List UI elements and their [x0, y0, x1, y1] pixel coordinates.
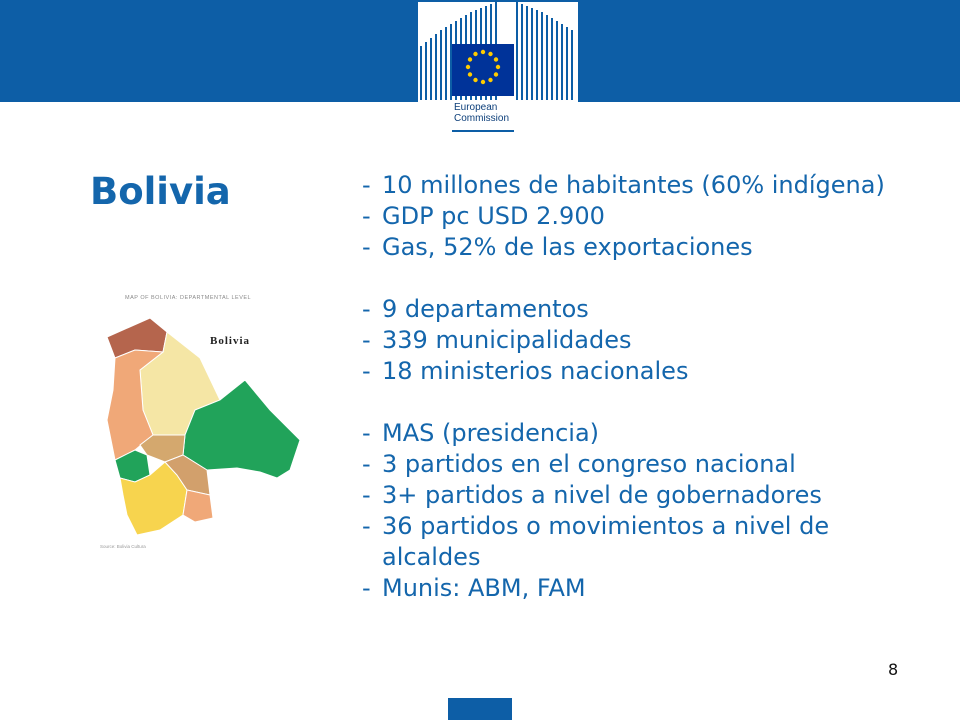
bullet-item: - 9 departamentos [362, 294, 922, 325]
bullet-item: - 10 millones de habitantes (60% indígena) [362, 170, 922, 201]
map-country-label: Bolivia [210, 335, 251, 347]
bullet-item: - 339 municipalidades [362, 325, 922, 356]
map-source: Source: Bolivia Cultura [100, 544, 146, 549]
map-department-tarija [183, 490, 213, 522]
bullet-item: - Munis: ABM, FAM [362, 573, 922, 604]
bullet-item: - 18 ministerios nacionales [362, 356, 922, 387]
bullet-item: - 3 partidos en el congreso nacional [362, 449, 922, 480]
bullet-list [362, 170, 922, 604]
footer-tab [448, 698, 512, 720]
bullet-item: - MAS (presidencia) [362, 418, 922, 449]
page-number: 8 [888, 660, 899, 679]
bullet-item: - GDP pc USD 2.900 [362, 201, 922, 232]
logo-text: European Commission [454, 102, 510, 124]
european-commission-logo [418, 2, 578, 134]
bullet-item: - Gas, 52% de las exportaciones [362, 232, 922, 263]
bolivia-map [95, 310, 315, 550]
map-title: MAP OF BOLIVIA: DEPARTMENTAL LEVEL [125, 295, 252, 301]
bullet-item: - 3+ partidos a nivel de gobernadores [362, 480, 922, 511]
slide-title: Bolivia [90, 170, 231, 213]
bullet-item: - 36 partidos o movimientos a nivel de alcaldes [362, 511, 922, 573]
